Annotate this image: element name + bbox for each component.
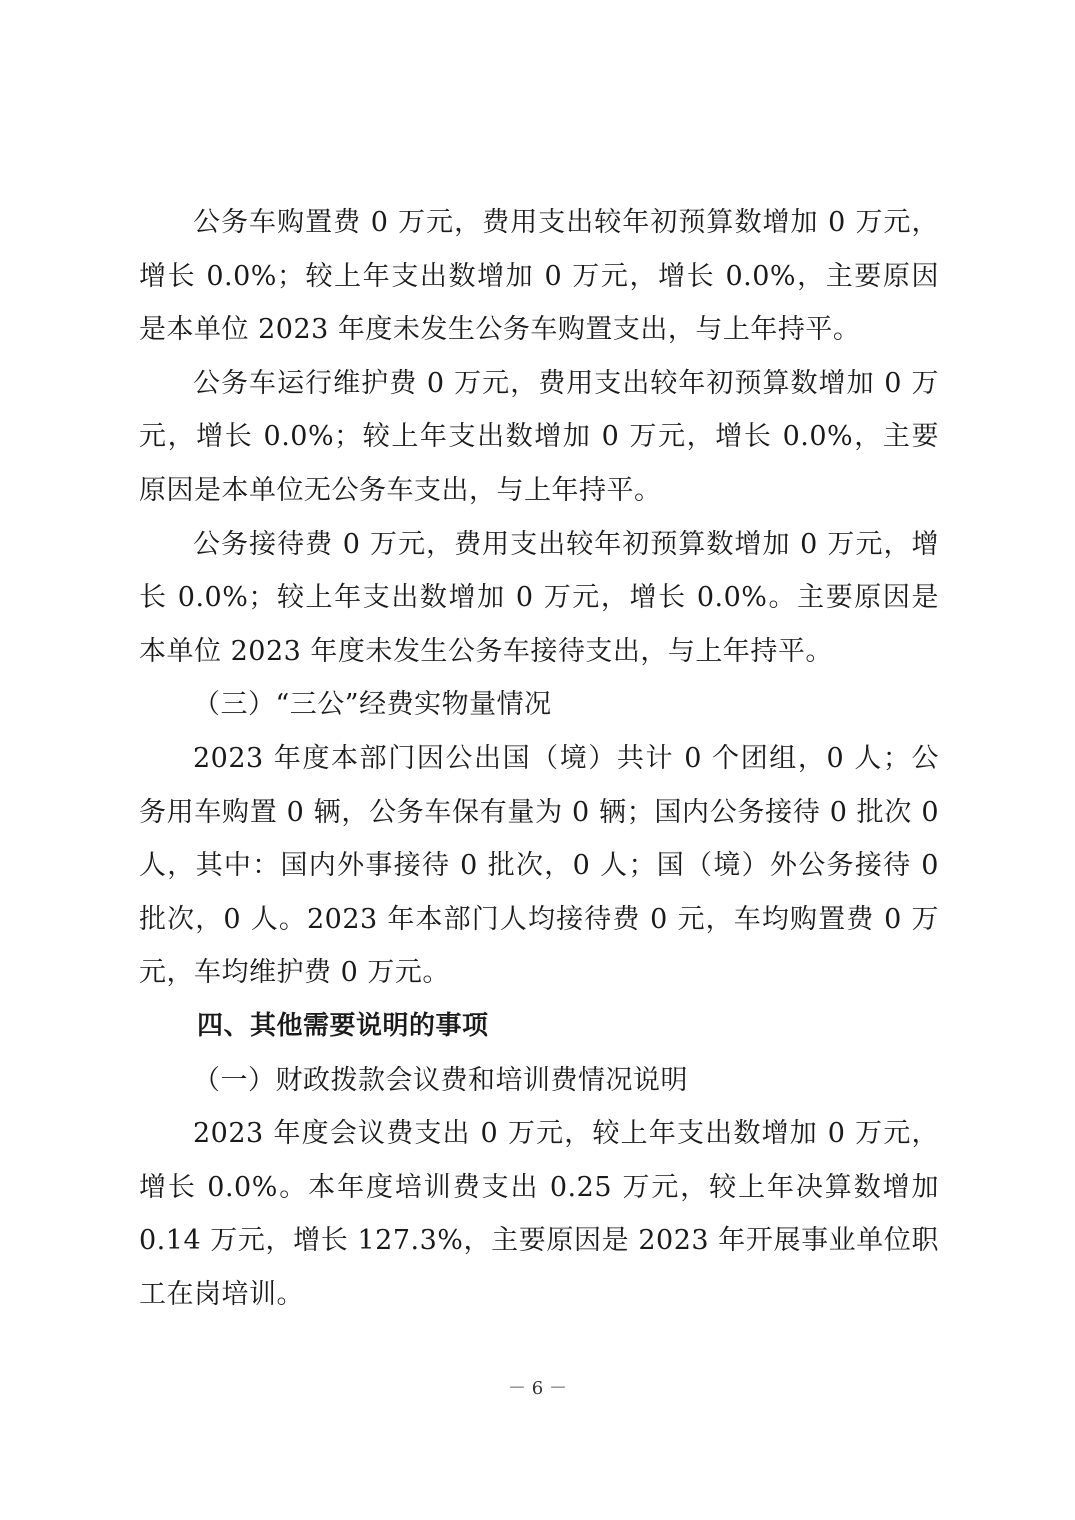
section-heading-other-matters: 四、其他需要说明的事项 xyxy=(197,1010,489,1041)
paragraph-physical-quantity: 2023 年度本部门因公出国（境）共计 0 个团组，0 人；公务用车购置 0 辆，公务车保有量为 0 辆；国内公务接待 0 批次 0 人，其中：国内外事接待 0 批次，0 人；国（境）外公务接待 0 批次，0 人。2023 年本部门人均接待费 0 元，车均购置费 0 万元，车均维护费 0 万元。 xyxy=(139,742,939,989)
page-number: － 6 － xyxy=(508,1378,567,1399)
document-body xyxy=(139,196,939,1321)
subheading-meeting-training: （一）财政拨款会议费和培训费情况说明 xyxy=(193,1064,688,1096)
paragraph-meeting-training: 2023 年度会议费支出 0 万元，较上年支出数增加 0 万元，增长 0.0%。本年度培训费支出 0.25 万元，较上年决算数增加 0.14 万元，增长 127.3%，主要原因是 2023 年开展事业单位职工在岗培训。 xyxy=(139,1118,939,1310)
subheading-physical-quantity: （三）“三公”经费实物量情况 xyxy=(193,689,552,721)
paragraph-reception: 公务接待费 0 万元，费用支出较年初预算数增加 0 万元，增长 0.0%；较上年支出数增加 0 万元，增长 0.0%。主要原因是本单位 2023 年度未发生公务车接待支出，与上年持平。 xyxy=(139,528,939,667)
paragraph-vehicle-purchase: 公务车购置费 0 万元，费用支出较年初预算数增加 0 万元，增长 0.0%；较上年支出数增加 0 万元，增长 0.0%，主要原因是本单位 2023 年度未发生公务车购置支出，与上年持平。 xyxy=(139,207,939,346)
paragraph-vehicle-maintenance: 公务车运行维护费 0 万元，费用支出较年初预算数增加 0 万元，增长 0.0%；较上年支出数增加 0 万元，增长 0.0%，主要原因是本单位无公务车支出，与上年持平。 xyxy=(139,367,939,506)
